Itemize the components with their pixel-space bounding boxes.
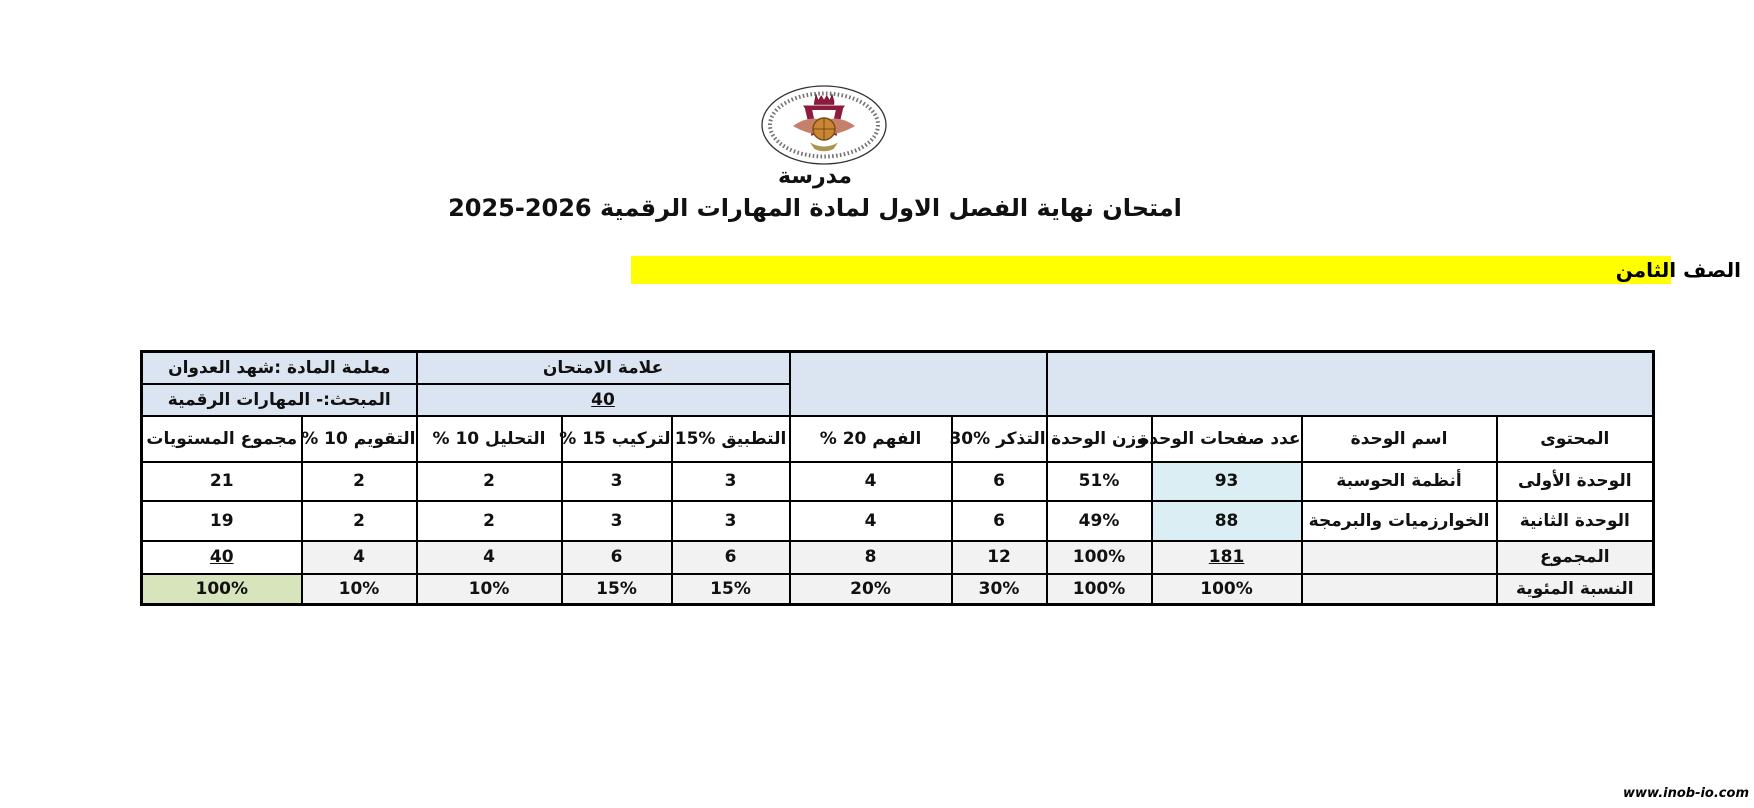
- table-cell: [1302, 541, 1497, 574]
- table-cell: 4: [302, 541, 417, 574]
- col-header-unit-pages: عدد صفحات الوحدة: [1152, 416, 1302, 462]
- table-cell: 2: [417, 501, 562, 541]
- percentage-total-cell: 100%: [142, 574, 302, 605]
- table-cell: 4: [790, 501, 952, 541]
- col-header-applying: التطبيق %15: [672, 416, 790, 462]
- table-cell: 6: [672, 541, 790, 574]
- table-cell: 6: [952, 501, 1047, 541]
- percentage-label-cell: النسبة المئوية: [1497, 574, 1654, 605]
- col-header-content: المحتوى: [1497, 416, 1654, 462]
- table-cell: 20%: [790, 574, 952, 605]
- table-cell: الوحدة الثانية: [1497, 501, 1654, 541]
- table-cell: 100%: [1047, 541, 1152, 574]
- col-header-unit-weight: وزن الوحدة: [1047, 416, 1152, 462]
- table-cell: 4: [417, 541, 562, 574]
- exam-mark-label-cell: علامة الامتحان: [417, 352, 790, 384]
- info-row-1: [142, 352, 1654, 384]
- table-cell: 3: [562, 501, 672, 541]
- table-cell: [1302, 574, 1497, 605]
- col-header-synthesis: لتركيب 15 %: [562, 416, 672, 462]
- subject-name-cell: المبحث:- المهارات الرقمية: [142, 384, 417, 416]
- table-cell: 19: [142, 501, 302, 541]
- col-header-unit-name: اسم الوحدة: [1302, 416, 1497, 462]
- exam-title: امتحان نهاية الفصل الاول لمادة المهارات الرقمية 2026-2025: [448, 194, 1182, 222]
- header-row: [142, 416, 1654, 462]
- table-cell: 49%: [1047, 501, 1152, 541]
- table-row-unit-2: [142, 501, 1654, 541]
- table-cell: 2: [302, 462, 417, 501]
- totals-label-cell: المجموع: [1497, 541, 1654, 574]
- table-cell: 2: [417, 462, 562, 501]
- grade-label: الصف الثامن: [1615, 258, 1741, 282]
- table-cell: 3: [562, 462, 672, 501]
- table-cell: أنظمة الحوسبة: [1302, 462, 1497, 501]
- table-cell: 3: [672, 501, 790, 541]
- table-cell: 15%: [562, 574, 672, 605]
- table-cell: 88: [1152, 501, 1302, 541]
- total-pages-cell: 181: [1152, 541, 1302, 574]
- table-row-totals: [142, 541, 1654, 574]
- table-cell: 10%: [302, 574, 417, 605]
- teacher-name-cell: معلمة المادة :شهد العدوان: [142, 352, 417, 384]
- title-block: [0, 162, 1630, 225]
- col-header-levels-total: مجموع المستويات: [142, 416, 302, 462]
- table-cell: 6: [952, 462, 1047, 501]
- table-cell: 3: [672, 462, 790, 501]
- col-header-evaluation: التقويم 10 %: [302, 416, 417, 462]
- table-cell: 6: [562, 541, 672, 574]
- col-header-understanding: الفهم 20 %: [790, 416, 952, 462]
- table-cell: 10%: [417, 574, 562, 605]
- empty-cell: [790, 352, 1047, 416]
- exam-mark-value-cell: 40: [417, 384, 790, 416]
- table-cell: 100%: [1152, 574, 1302, 605]
- table-cell: 21: [142, 462, 302, 501]
- table-cell: 93: [1152, 462, 1302, 501]
- watermark: www.inob-io.com: [1623, 786, 1749, 801]
- ministry-of-education-logo-icon: [760, 84, 888, 166]
- table-cell: 4: [790, 462, 952, 501]
- table-cell: 30%: [952, 574, 1047, 605]
- total-marks-cell: 40: [142, 541, 302, 574]
- table-row-unit-1: [142, 462, 1654, 501]
- empty-cell: [1047, 352, 1654, 416]
- table-cell: 15%: [672, 574, 790, 605]
- school-title: مدرسة: [778, 164, 852, 189]
- col-header-remembering: التذكر %30: [952, 416, 1047, 462]
- table-cell: 100%: [1047, 574, 1152, 605]
- table-cell: 8: [790, 541, 952, 574]
- col-header-analysis: التحليل 10 %: [417, 416, 562, 462]
- table-row-percentages: [142, 574, 1654, 605]
- table-cell: 12: [952, 541, 1047, 574]
- table-cell: 2: [302, 501, 417, 541]
- exam-specification-table: [140, 350, 1655, 606]
- table-cell: 51%: [1047, 462, 1152, 501]
- table-cell: الوحدة الأولى: [1497, 462, 1654, 501]
- table-cell: الخوارزميات والبرمجة: [1302, 501, 1497, 541]
- grade-highlight-bar: [631, 256, 1671, 284]
